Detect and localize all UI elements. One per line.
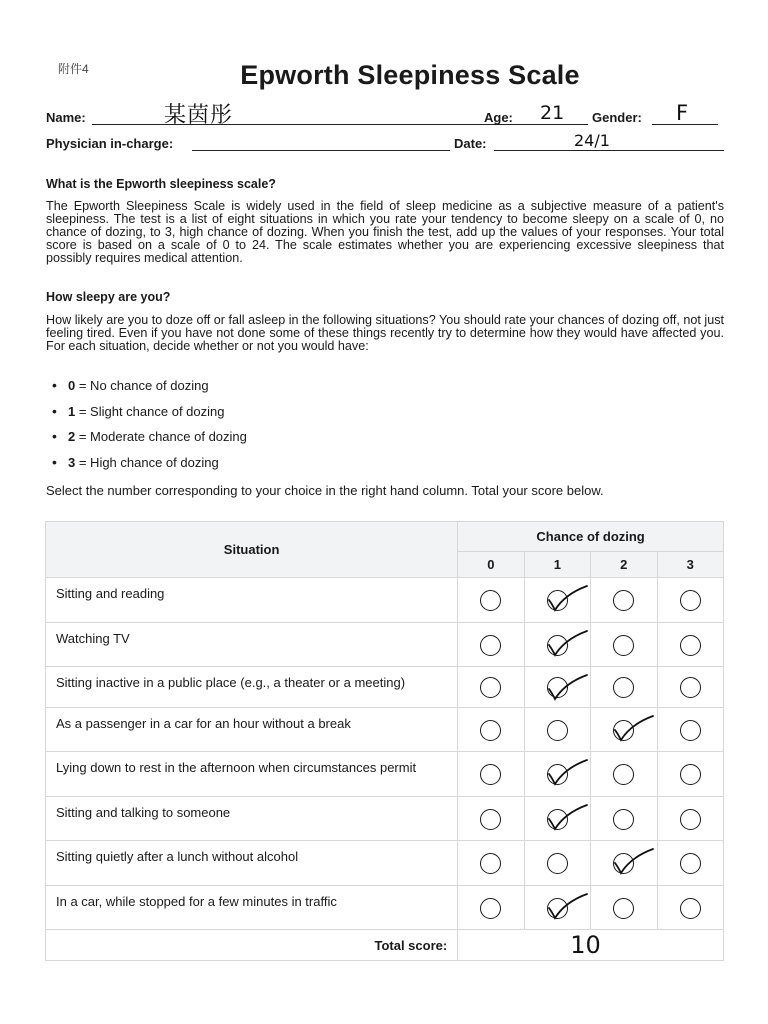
radio-circle-3[interactable] [680, 764, 701, 785]
radio-circle-2[interactable] [613, 764, 634, 785]
option-cell-1 [524, 708, 590, 752]
option-cell-3 [657, 841, 724, 886]
option-cell-3 [657, 667, 724, 708]
radio-circle-1[interactable] [547, 720, 568, 741]
table-row [46, 578, 724, 623]
age-label: Age: [484, 110, 513, 125]
situation-cell: Sitting and reading [46, 578, 458, 623]
option-header-1: 1 [524, 552, 590, 578]
table-row [46, 886, 724, 930]
name-label: Name: [46, 110, 86, 125]
list-item [52, 429, 247, 455]
list-item [52, 378, 247, 404]
radio-circle-2[interactable] [613, 590, 634, 611]
name-field[interactable] [92, 110, 526, 125]
scale-list [52, 378, 247, 480]
option-cell-3 [657, 797, 724, 841]
option-cell-3 [657, 578, 724, 623]
option-cell-0 [458, 623, 524, 667]
chance-header: Chance of dozing [458, 522, 724, 552]
option-cell-3 [657, 752, 724, 797]
option-cell-1 [524, 797, 590, 841]
table-row [46, 797, 724, 841]
radio-circle-0[interactable] [480, 677, 501, 698]
intro-heading: What is the Epworth sleepiness scale? [46, 177, 276, 191]
option-cell-0 [458, 886, 524, 930]
total-score-value: 10 [570, 931, 601, 959]
situation-cell: Sitting inactive in a public place (e.g., a theater or a meeting) [46, 667, 458, 708]
radio-circle-1[interactable] [547, 764, 568, 785]
physician-label: Physician in-charge: [46, 136, 174, 151]
list-item [52, 404, 247, 430]
attachment-label: 附件4 [58, 62, 89, 76]
option-cell-2 [591, 578, 657, 623]
total-score-label: Total score: [46, 930, 458, 961]
table-row [46, 752, 724, 797]
option-cell-0 [458, 578, 524, 623]
table-body [46, 578, 724, 930]
how-paragraph: How likely are you to doze off or fall asleep in the following situations? You should rate your chances of dozing off, not just feeling tired. Even if you have not done some of these things recently try to determine how they would have affected you. For each situation, decide whether or not you would have: [46, 313, 724, 353]
option-cell-1 [524, 623, 590, 667]
radio-circle-0[interactable] [480, 809, 501, 830]
intro-paragraph: The Epworth Sleepiness Scale is widely used in the field of sleep medicine as a subjective measure of a patient's sleepiness. The test is a list of eight situations in which you rate your tendency to become sleepy on a scale of 0, no chance of dozing, to 3, high chance of dozing. When you finish the test, add up the values of your responses. Your total score is based on a scale of 0 to 24. The scale estimates whether you are experiencing excessive sleepiness that possibly requires medical attention. [46, 199, 724, 265]
radio-circle-0[interactable] [480, 635, 501, 656]
radio-circle-0[interactable] [480, 898, 501, 919]
situation-header: Situation [46, 522, 458, 578]
radio-circle-2[interactable] [613, 677, 634, 698]
name-value: 某茵彤 [164, 103, 234, 128]
table-row [46, 623, 724, 667]
option-cell-3 [657, 886, 724, 930]
radio-circle-3[interactable] [680, 898, 701, 919]
option-cell-3 [657, 623, 724, 667]
patient-info-row [46, 101, 724, 130]
option-cell-2 [591, 886, 657, 930]
age-value: 21 [540, 102, 565, 124]
radio-circle-3[interactable] [680, 677, 701, 698]
radio-circle-0[interactable] [480, 590, 501, 611]
radio-circle-2[interactable] [613, 809, 634, 830]
physician-field[interactable] [192, 136, 450, 151]
gender-value: F [676, 101, 689, 125]
radio-circle-1[interactable] [547, 898, 568, 919]
radio-circle-1[interactable] [547, 853, 568, 874]
situation-cell: In a car, while stopped for a few minutes in traffic [46, 886, 458, 930]
scale-number: 0 [68, 378, 76, 393]
radio-circle-3[interactable] [680, 809, 701, 830]
radio-circle-3[interactable] [680, 853, 701, 874]
situation-cell: As a passenger in a car for an hour without a break [46, 708, 458, 752]
situation-cell: Sitting and talking to someone [46, 797, 458, 841]
radio-circle-1[interactable] [547, 635, 568, 656]
option-cell-2 [591, 623, 657, 667]
radio-circle-0[interactable] [480, 720, 501, 741]
date-label: Date: [454, 136, 487, 151]
scale-description: = High chance of dozing [75, 454, 219, 470]
radio-circle-3[interactable] [680, 635, 701, 656]
scale-number: 2 [68, 429, 76, 444]
option-cell-2 [591, 667, 657, 708]
option-cell-1 [524, 841, 590, 886]
gender-label: Gender: [592, 110, 642, 125]
table-row [46, 841, 724, 886]
table-row [46, 667, 724, 708]
total-score-cell[interactable] [458, 930, 724, 961]
option-header-0: 0 [458, 552, 524, 578]
sleepiness-table [45, 521, 724, 961]
radio-circle-2[interactable] [613, 720, 634, 741]
physician-date-row [46, 131, 724, 156]
radio-circle-1[interactable] [547, 809, 568, 830]
option-cell-1 [524, 667, 590, 708]
scale-description: = Slight chance of dozing [75, 403, 225, 419]
radio-circle-3[interactable] [680, 590, 701, 611]
option-cell-1 [524, 578, 590, 623]
radio-circle-2[interactable] [613, 635, 634, 656]
situation-cell: Sitting quietly after a lunch without alcohol [46, 841, 458, 886]
radio-circle-0[interactable] [480, 853, 501, 874]
option-cell-0 [458, 708, 524, 752]
date-value: 24/1 [574, 131, 610, 150]
radio-circle-1[interactable] [547, 677, 568, 698]
radio-circle-2[interactable] [613, 853, 634, 874]
option-cell-1 [524, 752, 590, 797]
how-heading: How sleepy are you? [46, 290, 171, 304]
option-header-2: 2 [591, 552, 657, 578]
radio-circle-3[interactable] [680, 720, 701, 741]
situation-cell: Watching TV [46, 623, 458, 667]
scale-description: = No chance of dozing [75, 378, 209, 393]
option-cell-0 [458, 797, 524, 841]
instruction-text: Select the number corresponding to your choice in the right hand column. Total your score below. [46, 483, 604, 498]
situation-cell: Lying down to rest in the afternoon when circumstances permit [46, 752, 458, 797]
scale-number: 1 [68, 403, 76, 419]
scale-number: 3 [68, 454, 76, 470]
table-row [46, 708, 724, 752]
option-cell-0 [458, 752, 524, 797]
list-item [52, 455, 247, 481]
radio-circle-0[interactable] [480, 764, 501, 785]
radio-circle-2[interactable] [613, 898, 634, 919]
page-title: Epworth Sleepiness Scale [240, 60, 580, 90]
radio-circle-1[interactable] [547, 590, 568, 611]
option-cell-2 [591, 752, 657, 797]
option-cell-0 [458, 841, 524, 886]
option-cell-2 [591, 797, 657, 841]
option-cell-2 [591, 841, 657, 886]
option-cell-0 [458, 667, 524, 708]
option-cell-3 [657, 708, 724, 752]
option-cell-1 [524, 886, 590, 930]
option-cell-2 [591, 708, 657, 752]
option-header-3: 3 [657, 552, 724, 578]
scale-description: = Moderate chance of dozing [75, 429, 247, 444]
